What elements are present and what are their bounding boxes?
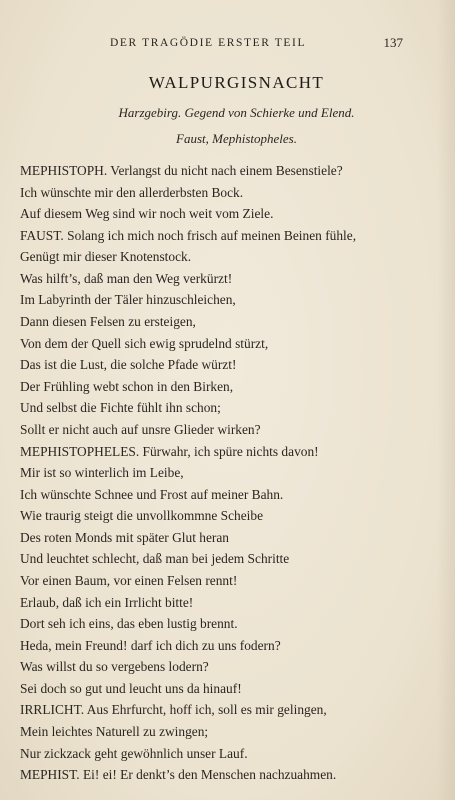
verse-line: Sollt er nicht auch auf unsre Glieder wirken?: [20, 421, 261, 437]
verse-line: FAUST. Solang ich mich noch frisch auf meinen Beinen fühle,: [20, 227, 357, 243]
verse-line: Erlaub, daß ich ein Irrlicht bitte!: [20, 594, 194, 610]
verse-line: Dort seh ich eins, das eben lustig brennt.: [20, 616, 238, 632]
verse-line: Was hilft’s, daß man den Weg verkürzt!: [20, 270, 233, 286]
page-number: 137: [383, 35, 403, 50]
verse-line: Ich wünschte mir den allerderbsten Bock.: [20, 184, 244, 200]
verse-list: [20, 160, 445, 786]
verse-line: Vor einen Baum, vor einen Felsen rennt!: [20, 572, 238, 588]
verse-line: IRRLICHT. Aus Ehrfurcht, hoff ich, soll es mir gelingen,: [20, 702, 327, 718]
verse-line: Sei doch so gut und leucht uns da hinauf!: [20, 680, 242, 696]
verse-line: Das ist die Lust, die solche Pfade würzt!: [20, 357, 237, 373]
verse-line: Mein leichtes Naturell zu zwingen;: [20, 724, 209, 740]
verse-line: Und leuchtet schlecht, daß man bei jedem Schritte: [20, 551, 290, 567]
verse-line: Heda, mein Freund! darf ich dich zu uns fodern?: [20, 637, 281, 653]
verse-line: Und selbst die Fichte fühlt ihn schon;: [20, 400, 221, 416]
scene-title: WALPURGISNACHT: [148, 73, 325, 92]
verse-line: Mir ist so winterlich im Leibe,: [20, 465, 184, 481]
verse-line: MEPHIST. Ei! ei! Er denkt’s den Menschen nachzuahmen.: [20, 767, 337, 783]
verse-line: Ich wünschte Schnee und Frost auf meiner Bahn.: [20, 486, 284, 502]
verse-line: Was willst du so vergebens lodern?: [20, 659, 209, 675]
verse-line: Dann diesen Felsen zu ersteigen,: [20, 314, 196, 330]
stage-direction-setting: Harzgebirg. Gegend von Schierke und Elend.: [118, 105, 355, 120]
verse-line: MEPHISTOPHELES. Fürwahr, ich spüre nichts davon!: [20, 443, 319, 459]
verse-line: Genügt mir dieser Knotenstock.: [20, 249, 192, 265]
verse-line: Im Labyrinth der Täler hinzuschleichen,: [20, 292, 236, 308]
verse-line: Von dem der Quell sich ewig sprudelnd stürzt,: [20, 335, 269, 351]
verse-line: MEPHISTOPH. Verlangst du nicht nach einem Besenstiele?: [20, 163, 343, 178]
verse-line: Wie traurig steigt die unvollkommne Scheibe: [20, 508, 264, 524]
verse-line: Nur zickzack geht gewöhnlich unser Lauf.: [20, 745, 248, 761]
verse-line: Auf diesem Weg sind wir noch weit vom Ziele.: [20, 206, 274, 222]
running-head: DER TRAGÖDIE ERSTER TEIL: [110, 37, 307, 49]
verse-line: Des roten Monds mit später Glut heran: [20, 529, 229, 545]
stage-direction-characters: Faust, Mephistopheles.: [176, 131, 297, 146]
verse-line: Der Frühling webt schon in den Birken,: [20, 378, 234, 394]
